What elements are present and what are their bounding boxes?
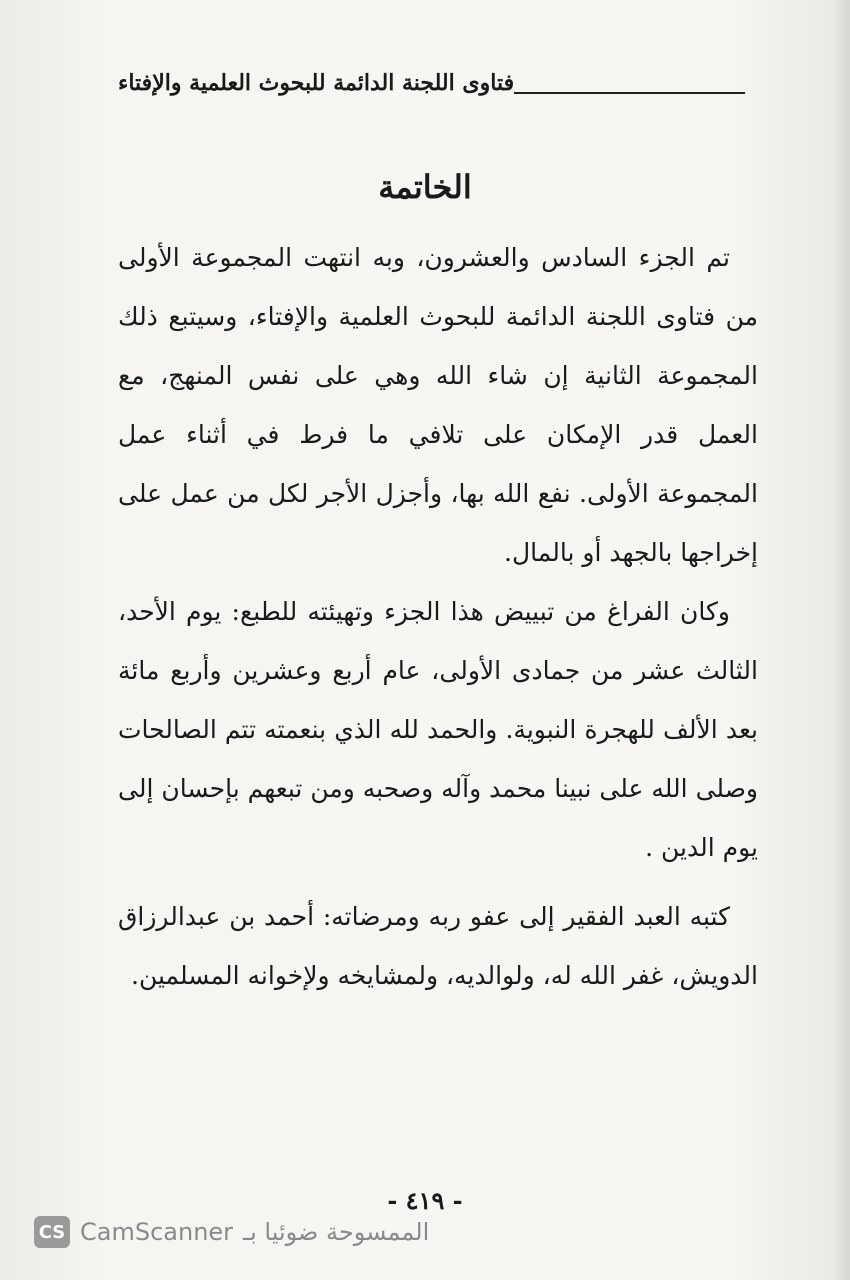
chapter-title: الخاتمة: [378, 168, 472, 206]
header-rule: [514, 92, 745, 94]
watermark-arabic-text: الممسوحة ضوئيا بـ: [243, 1218, 430, 1246]
running-header: [118, 62, 753, 96]
camscanner-logo-icon: CS: [34, 1216, 70, 1248]
camscanner-watermark: [34, 1212, 429, 1252]
running-header-title: فتاوى اللجنة الدائمة للبحوث العلمية والإفتاء: [118, 70, 515, 96]
paragraph-conclusion: تم الجزء السادس والعشرون، وبه انتهت المجموعة الأولى من فتاوى اللجنة الدائمة للبحوث العلمية والإفتاء، وسيتبع ذلك المجموعة الثانية إن شاء الله وهي على نفس المنهج، مع العمل قدر الإمكان على تلافي ما فرط في أثناء عمل المجموعة الأولى. نفع الله بها، وأجزل الأجر لكل من عمل على إخراجها بالجهد أو بالمال.: [118, 243, 758, 567]
paragraph-signature: كتبه العبد الفقير إلى عفو ربه ومرضاته: أحمد بن عبدالرزاق الدويش، غفر الله له، ولوالديه، ولمشايخه ولإخوانه المسلمين.: [118, 902, 758, 990]
paragraph-completion-date: وكان الفراغ من تبييض هذا الجزء وتهيئته للطبع: يوم الأحد، الثالث عشر من جمادى الأولى، عام أربع وعشرين وأربع مائة بعد الألف للهجرة النبوية. والحمد لله الذي بنعمته تتم الصالحات وصلى الله على نبينا محمد وآله وصحبه ومن تبعهم بإحسان إلى يوم الدين .: [118, 597, 758, 862]
page-number: - ٤١٩ -: [387, 1186, 463, 1215]
body-text: [118, 228, 758, 1005]
watermark-brand: CamScanner: [80, 1218, 234, 1246]
